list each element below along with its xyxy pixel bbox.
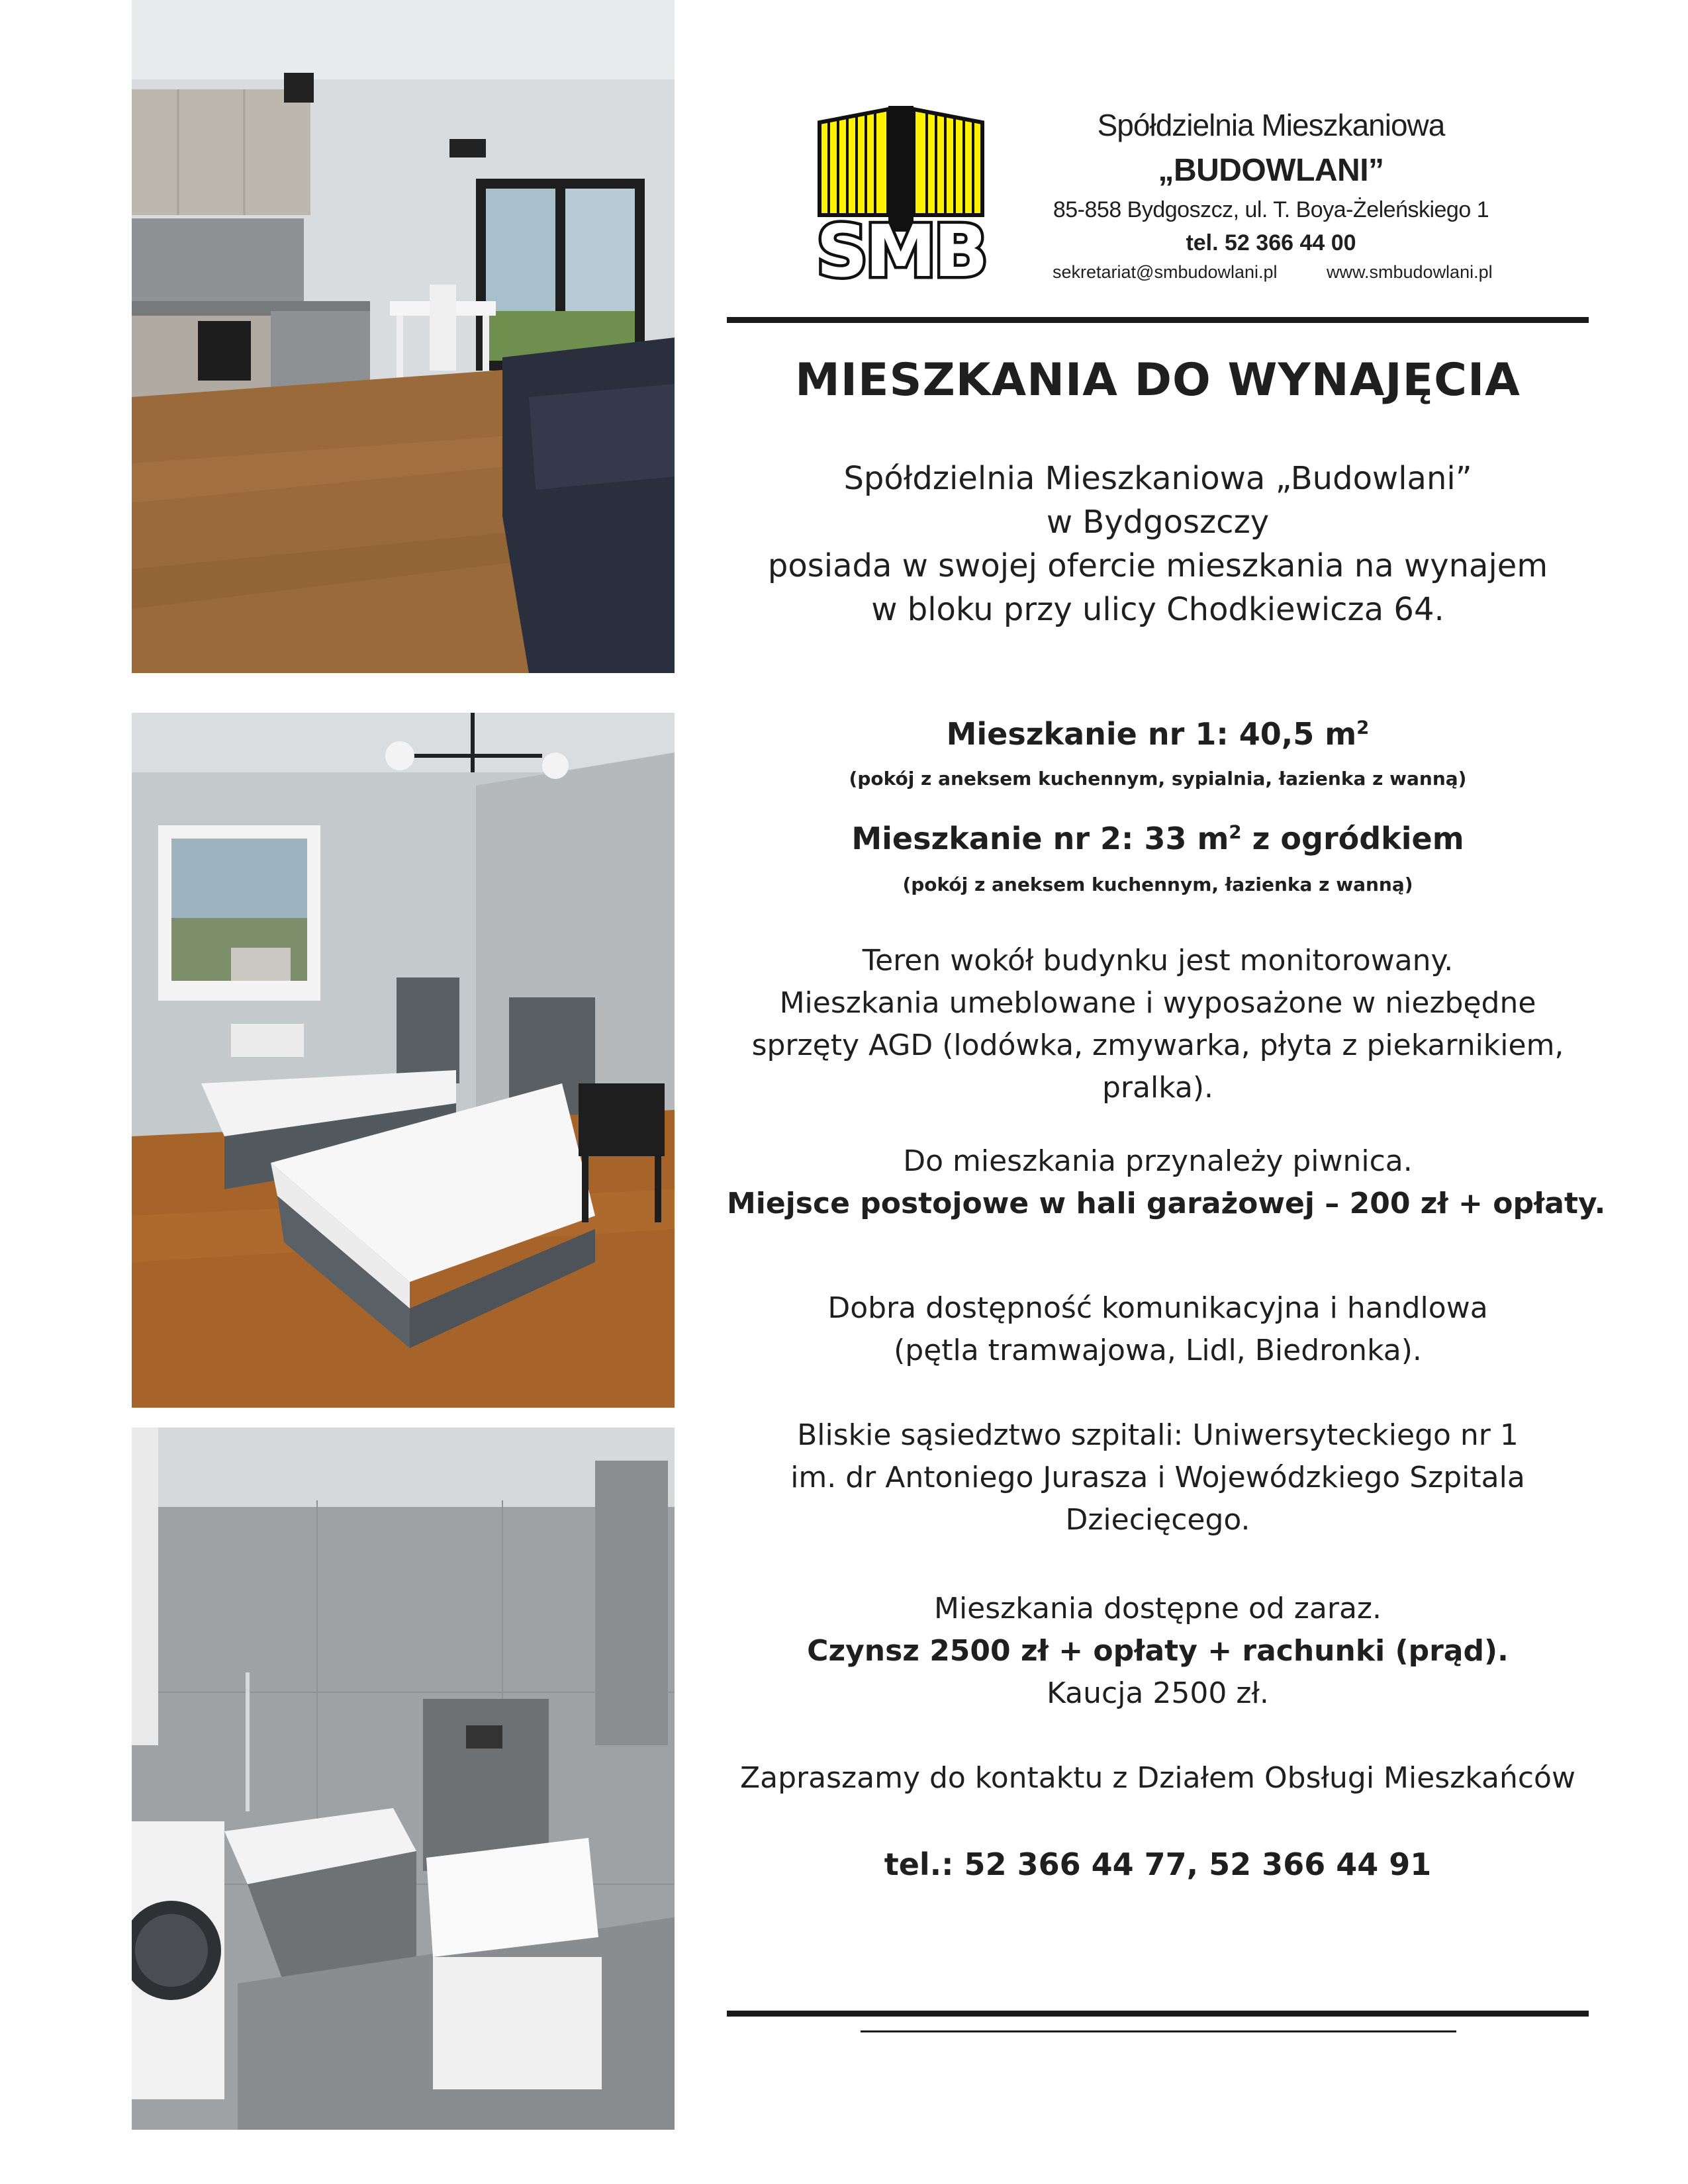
header-coop-name: „BUDOWLANI” — [1158, 153, 1384, 188]
hospitals-line: im. dr Antoniego Jurasza i Wojewódzkiego Szpitala — [790, 1461, 1525, 1494]
apartment-1-details: (pokój z aneksem kuchennym, sypialnia, łazienka z wanną) — [849, 768, 1467, 790]
apartment-2-details: (pokój z aneksem kuchennym, łazienka z wanną) — [902, 874, 1413, 895]
communication-line: Dobra dostępność komunikacyjna i handlowa — [827, 1291, 1488, 1325]
deposit-text: Kaucja 2500 zł. — [1047, 1676, 1269, 1710]
divider-thin — [861, 2030, 1456, 2032]
header-website[interactable]: www.smbudowlani.pl — [1327, 262, 1493, 282]
hospitals-line: Bliskie sąsiedztwo szpitali: Uniwersyteckiego nr 1 — [797, 1418, 1519, 1452]
divider-top — [727, 317, 1589, 323]
monitoring-line: pralka). — [1102, 1071, 1214, 1105]
availability-paragraph — [727, 1588, 1589, 1715]
header-address: 85-858 Bydgoszcz, ul. T. Boya-Żeleńskiego 1 — [1053, 197, 1489, 222]
basement-parking-paragraph — [727, 1140, 1606, 1225]
hospitals-paragraph — [727, 1414, 1589, 1541]
contact-invitation: Zapraszamy do kontaktu z Działem Obsługi Mieszkańców — [740, 1761, 1575, 1795]
intro-line: Spółdzielnia Mieszkaniowa „Budowlani” — [843, 460, 1472, 497]
contact-phones[interactable]: tel.: 52 366 44 77, 52 366 44 91 — [884, 1846, 1432, 1882]
communication-line: (pętla tramwajowa, Lidl, Biedronka). — [894, 1334, 1422, 1367]
header-phone: tel. 52 366 44 00 — [1186, 230, 1356, 255]
rent-text: Czynsz 2500 zł + opłaty + rachunki (prąd). — [807, 1634, 1509, 1668]
hospitals-line: Dziecięcego. — [1065, 1503, 1250, 1537]
monitoring-line: Teren wokół budynku jest monitorowany. — [862, 944, 1454, 978]
basement-text: Do mieszkania przynależy piwnica. — [903, 1144, 1413, 1178]
apartment-1-heading — [727, 716, 1589, 752]
logo-text: SMB — [816, 210, 986, 281]
apartment-2-label: Mieszkanie nr 2: 33 m — [851, 821, 1229, 856]
apartment-2-heading — [727, 821, 1589, 856]
intro-line: posiada w swojej ofercie mieszkania na wynajem — [767, 547, 1548, 584]
availability-text: Mieszkania dostępne od zaraz. — [933, 1592, 1382, 1625]
photo-living-room-kitchen — [132, 0, 675, 673]
apartment-1-sup: 2 — [1356, 716, 1370, 739]
intro-line: w Bydgoszczy — [1046, 504, 1270, 541]
photo-bathroom — [132, 1428, 675, 2130]
monitoring-line: Mieszkania umeblowane i wyposażone w niezbędne — [779, 986, 1536, 1020]
photo-bedroom — [132, 713, 675, 1408]
monitoring-line: sprzęty AGD (lodówka, zmywarka, płyta z piekarnikiem, — [751, 1028, 1564, 1062]
intro-line: w bloku przy ulicy Chodkiewicza 64. — [871, 591, 1444, 628]
page-title: MIESZKANIA DO WYNAJĘCIA — [795, 354, 1521, 406]
header-coop-line: Spółdzielnia Mieszkaniowa — [1097, 108, 1445, 142]
apartment-2-sup: 2 — [1229, 821, 1242, 843]
divider-bottom — [727, 2011, 1589, 2017]
communication-paragraph — [727, 1287, 1589, 1372]
parking-text: Miejsce postojowe w hali garażowej – 200 zł + opłaty. — [727, 1187, 1606, 1220]
monitoring-paragraph — [727, 940, 1589, 1109]
smb-logo — [814, 103, 988, 281]
intro-paragraph — [727, 457, 1589, 631]
header-email[interactable]: sekretariat@smbudowlani.pl — [1053, 262, 1278, 282]
apartment-1-label: Mieszkanie nr 1: 40,5 m — [946, 716, 1357, 752]
apartment-2-suffix: z ogródkiem — [1241, 821, 1464, 856]
